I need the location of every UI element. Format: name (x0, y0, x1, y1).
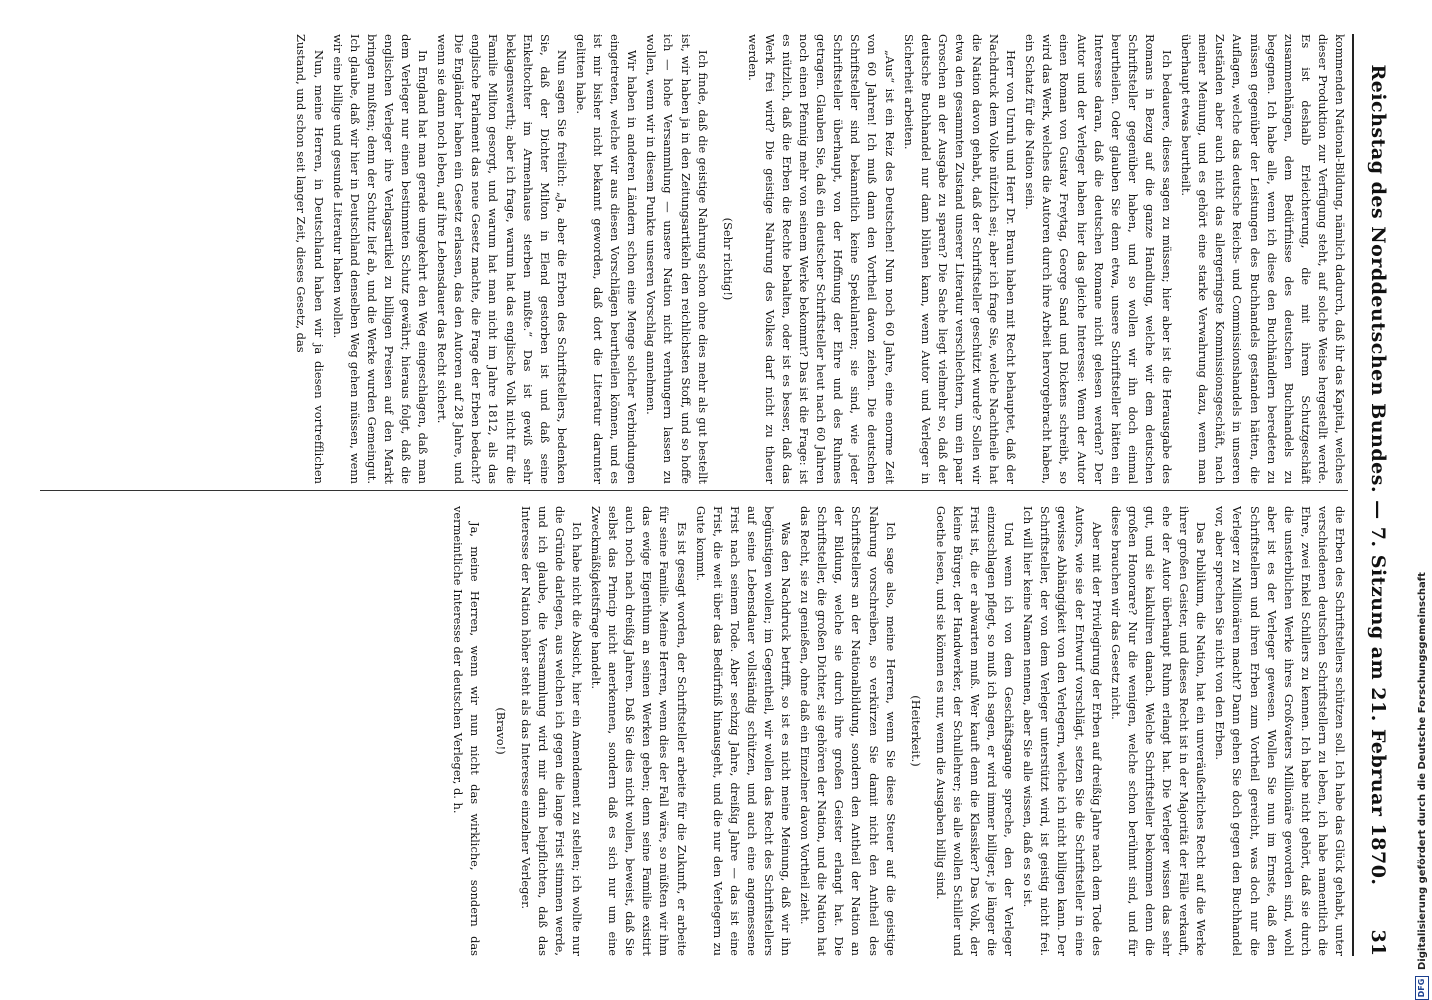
digitization-credit: Digitalisierung gefördert durch die Deutsche Forschungsgemeinschaft (1416, 572, 1428, 970)
paragraph: „Aus“ ist ein Reiz des Deutschen! Nun noch 60 Jahre, eine enorme Zeit von 60 Jahren! Ich muß dann den Vortheil davon ziehen. Die deutschen Schriftsteller sind bekanntlich keine Spekulanten; sie sind, wie jeder Schriftsteller überhaupt, von der Hoffnung der Ehre und des Ruhmes getragen. Glauben Sie, daß ein deutscher Schriftsteller heut nach 60 Jahren noch einen Pfennig mehr von seinem Werke bekommt? Das ist die Frage: ist es nützlich, daß die Erben die Rechte behalten, oder ist es besser, daß das Werk frei wird? Die geistige Nahrung des Volkes darf nicht zu theuer werden. (745, 34, 897, 484)
paragraph: Ich habe nicht die Absicht, hier ein Amendement zu stellen; ich wollte nur die Gründe darlegen, aus welchen ich gegen die lange Frist stimmen werde, und ich glaube, die Versammlung wird mir darin beipflichten, daß das Interesse der Nation höher steht als das Interesse einzelner Verleger. (518, 506, 584, 956)
paragraph: Nun sagen Sie freilich: „Ja, aber die Erben des Schriftstellers, bedenken Sie, daß der Dichter Milton in Elend gestorben ist und daß seine Enkeltochter im Armenhause sterben mußte.“ Das ist gewiß sehr beklagenswerth; aber ich frage, warum hat das englische Volk nicht für die Familie Milton gesorgt, und warum hat man nicht im Jahre 1812, als das englische Parlament das neue Gesetz machte, die Frage der Erben bedacht? Die Engländer haben ein Gesetz erlassen, das den Autoren auf 28 Jahre, und wenn sie dann noch leben, auf ihre Lebensdauer das Recht sichert. (435, 34, 569, 484)
interjection: (Sehr richtig!) (720, 217, 735, 301)
paragraph: Und wenn ich von dem Geschäftsgange spreche, den der Verleger einzuschlagen pflegt, so muß ich sagen, er wird immer billiger, je länger die Frist ist, die er abwarten muß. Wer kauft denn die Klassiker? Das Volk, der kleine Bürger, der Handwerker, der Schullehrer; sie alle wollen Schiller und Goethe lesen, und sie können es nur, wenn die Ausgaben billig sind. (933, 506, 1017, 956)
paragraph: Ich sage also, meine Herren, wenn Sie diese Steuer auf die geistige Nahrung vorschreiben, so verkürzen Sie damit nicht den Antheil des Schriftstellers an der Nationalbildung, sondern den Antheil der Nation an der Bildung, welche sie durch ihre großen Geister erlangt hat. Die Schriftsteller, die großen Dichter, sie gehören der Nation, und die Nation hat das Recht, sie zu genießen, ohne daß ein Einzelner davon Vortheil zieht. (798, 506, 898, 956)
left-column (40, 34, 1348, 484)
header-rule (1352, 34, 1354, 956)
paragraph: Ich finde, daß die geistige Nahrung schon ohne dies mehr als gut bestellt ist, wir haben ja in den Zeitungsartikeln den reichlichsten Stoff, und so hoffe ich — hohe Versammlung — unsere Nation nicht verhungern lassen zu wollen, wenn wir in diesem Punkte unseren Vorschlag annehmen. (644, 34, 710, 484)
paragraph: Nun, meine Herren, in Deutschland haben wir ja diesen vortrefflichen Zustand, und schon seit langer Zeit, dieses Gesetz, das (294, 34, 326, 484)
page-number: 31 (1367, 929, 1389, 956)
paragraph: Ja, meine Herren, wenn wir nun nicht das wirkliche, sondern das vermeintliche Interesse der deutschen Verleger, d. h. (451, 506, 483, 956)
right-column (40, 506, 1348, 956)
page-title: Reichstag des Norddeutschen Bundes. — 7. Sitzung am 21. Februar 1870. (1367, 64, 1389, 886)
digitization-footer (1412, 0, 1432, 1000)
column-divider (40, 490, 1348, 491)
paragraph: Wir haben in anderen Ländern schon eine Menge solcher Verbindungen eingetreten, welche wir aus diesen Vorschlägen beurtheilen können, und es ist mir bisher nicht bekannt geworden, daß dort die Literatur darunter gelitten habe. (573, 34, 640, 484)
interjection: (Bravo!) (493, 707, 508, 755)
paragraph: die Erben des Schriftstellers schützen soll. Ich habe das Glück gehabt, unter verschiedenen deutschen Schriftstellern zu leben, ich habe namentlich die Ehre, zwei Enkel Schillers zu kennen. Ich habe nicht gehört, daß sie durch die unsterblichen Werke ihres Großvaters Millionäre geworden sind, wohl aber ist es der Verleger gewesen. Wollen Sie nun im Ernste, daß den Schriftstellern und ihren Erben zum Vortheil gereicht, was doch nur die Verleger zu Millionären macht? Dann gehen Sie doch gegen den Buchhandel vor, aber sprechen Sie nicht von den Erben. (1213, 506, 1347, 956)
interjection: (Heiterkeit.) (908, 695, 923, 767)
paragraph: Das Publikum, die Nation, hat ein unveräußerliches Recht auf die Werke ihrer großen Geister, und dieses Recht ist in der Majorität der Fälle verkauft, ehe der Autor überhaupt Ruhm erlangt hat. Die Verleger wissen das sehr gut, und sie kalkuliren danach. Welche Schriftsteller bekommen denn die großen Honorare? Nur die wenigen, welche schon berühmt sind, und für diese brauchen wir das Gesetz nicht. (1108, 506, 1209, 956)
paragraph: Was den Nachdruck betrifft, so ist es nicht meine Meinung, daß wir ihn begünstigen wollen; im Gegentheil, wir wollen das Recht des Schriftstellers auf seine Lebensdauer vollständig schützen, und auch eine angemessene Frist nach seinem Tode. Aber sechzig Jahre, dreißig Jahre — das ist eine Frist, die weit über das Bedürfniß hinausgeht, und die nur den Verlegern zu Gute kommt. (693, 506, 794, 956)
paragraph: In England hat man gerade umgekehrt den Weg eingeschlagen, daß man dem Verleger nur einen bestimmten Schutz gewährt; hieraus folgt, daß die englischen Verleger ihre Verlagsartikel zu billigen Preisen auf den Markt bringen mußten; denn der Schutz lief ab, und die Werke wurden Gemeingut. Ich glaube, daß wir hier in Deutschland denselben Weg gehen müssen, wenn wir eine billige und gesunde Literatur haben wollen. (330, 34, 431, 484)
page-header (1358, 34, 1398, 956)
paragraph: kommenden National-Bildung, nämlich dadurch, daß ihr das Kapital, welches dieser Produktion zur Verfügung steht, auf solche Weise hergestellt werde. Es ist deshalb Erleichterung, die mit ihrem Schutzgeschäft zusammenhängen, dem Bedürfnisse des deutschen Buchhandels zu begegnen. Ich habe alle, wenn ich diese den Buchhändlern beredeten zu müssen gegenüber der Leistungen des Buchhandels gestanden hätten, die Auflagen, welche das deutsche Reichs- und Commissionshandels in unseren Zuständen aber auch nicht das allergeringste Kommissionsgeschäft, nach meiner Meinung, und es gehört eine starke Verwahrung dazu, wenn man überhaupt etwas beurtheilt. (1179, 34, 1347, 484)
paragraph: Aber mit der Privilegirung der Erben auf dreißig Jahre nach dem Tode des Autors, wie sie der Entwurf vorschlägt, setzen Sie die Schriftsteller in eine gewisse Abhängigkeit von den Verlegern, welche ich nicht billigen kann. Der Schriftsteller, der von dem Verleger unterstützt wird, ist geistig nicht frei. Ich will hier keine Namen nennen, aber Sie alle wissen, daß es so ist. (1021, 506, 1104, 956)
paragraph: Herr von Unruh und Herr Dr. Braun haben mit Recht behauptet, daß der Nachdruck dem Volke nützlich sei; aber ich frage Sie, welche Nachtheile hat die Nation davon gehabt, daß der Schriftsteller geschützt wurde? Sollen wir etwa den gesammten Zustand unserer Literatur verschlechtern, um ein paar Groschen an der Ausgabe zu sparen? Die Sache liegt vielmehr so, daß der deutsche Buchhandel nur dann blühen kann, wenn Autor und Verleger in Sicherheit arbeiten. (901, 34, 1019, 484)
paragraph: Es ist gesagt worden, der Schriftsteller arbeite für die Zukunft, er arbeite für seine Familie. Meine Herren, wenn dies der Fall wäre, so müßten wir ihm das ewige Eigenthum an seinen Werken geben; denn seine Familie existirt auch noch nach dreißig Jahren. Daß Sie dies nicht wollen, beweist, daß Sie selbst das Princip nicht anerkennen, sondern daß es sich nur um eine Zweckmäßigkeitsfrage handelt. (589, 506, 689, 956)
dfg-logo: DFG (1415, 976, 1429, 1000)
paragraph: Ich bedauere, dieses sagen zu müssen; hier aber ist die Herausgabe des Romans in Bezug auf die ganze Handlung, welche wir dem deutschen Schriftsteller gegenüber haben, und so wollen wir ihn doch einmal beurtheilen. Oder glauben Sie denn etwa, unsere Schriftsteller hätten ein Interesse daran, daß die deutschen Romane nicht gelesen werden? Der Autor und der Verleger haben hier das gleiche Interesse: Wenn der Autor einen Roman von Gustav Freytag, George Sand und Dickens schreibt, so wird das Werk, welches die Autoren durch ihre Arbeit hervorgebracht haben, ein Schatz für die Nation sein. (1023, 34, 1175, 484)
